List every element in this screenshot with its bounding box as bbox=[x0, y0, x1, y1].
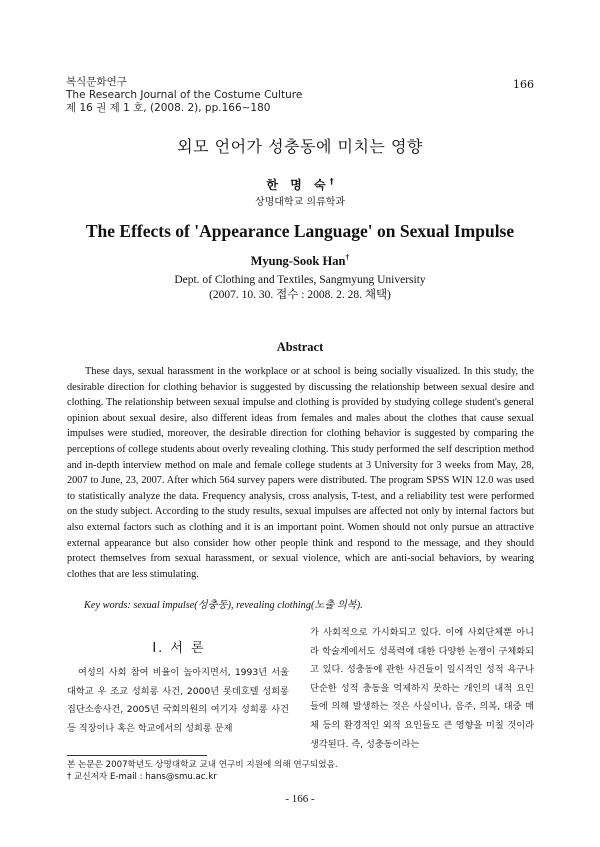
journal-header bbox=[66, 76, 302, 115]
abstract-text: These days, sexual harassment in the workplace or at school is being socially visualized. In this study, the desirable direction for clothing behavior is suggested by discussing the relationship between sexual desire and clothing. The relationship between sexual impulse and clothing is provided by studying college student's general opinion about sexual desire, also different ideas from females and males about the clothes that cause sexual impulses were studied, moreover, the desirable direction for clothing behavior is suggested by comparing the perceptions of college students about overly revealing clothing. This study performed the self description method and in-depth interview method on male and female college students at 3 University for 3 weeks from May, 28, 2007 to June, 23, 2007. After which 564 survey papers were distributed. The program SPSS WIN 12.0 was used to statistically analyze the data. Frequency analysis, cross analysis, T-test, and a reliability test were performed on the study subject. According to the study results, sexual impulses are affected not only by internal factors but also external factors such as clothing and it is an important point. Women should not only pursue an attractive external appearance but also consider how other people think and respond to the message, and they should protect themselves from sexual harassment, or sexual violence, which are anti-social behaviors, by wearing clothes that are less stimulating. bbox=[67, 366, 534, 580]
section-heading-introduction: Ⅰ. 서 론 bbox=[152, 641, 206, 656]
abstract-heading: Abstract bbox=[276, 340, 324, 354]
journal-volume: 제 16 권 제 1 호, (2008. 2), pp.166∼180 bbox=[66, 102, 271, 114]
page-number-bottom: - 166 - bbox=[285, 793, 315, 805]
footnote-correspondence: † 교신저자 E-mail : hans@smu.ac.kr bbox=[67, 772, 217, 782]
author-korean bbox=[0, 176, 600, 193]
author-korean-name: 한 명 숙 bbox=[266, 178, 330, 192]
affiliation-block bbox=[0, 273, 600, 303]
page-number-top: 166 bbox=[513, 78, 534, 91]
author-english bbox=[0, 253, 600, 269]
affiliation-english: Dept. of Clothing and Textiles, Sangmyung University bbox=[174, 274, 426, 286]
received-accepted-dates: (2007. 10. 30. 접수 : 2008. 2. 28. 채택) bbox=[209, 289, 391, 301]
footnote-divider bbox=[67, 755, 207, 756]
journal-title-en: The Research Journal of the Costume Culture bbox=[66, 89, 303, 101]
footnotes bbox=[67, 759, 338, 783]
title-english: The Effects of 'Appearance Language' on Sexual Impulse bbox=[85, 221, 515, 241]
body-text-left-column: 여성의 사회 참여 비율이 높아지면서, 1993년 서울대학교 우 조교 성희롱 사건, 2000년 롯데호텔 성희롱 집단소송사건, 2005년 국회의원의 여기자 성희롱 사건 등 직장이나 혹은 학교에서의 성희롱 문제 bbox=[67, 667, 289, 734]
title-korean: 외모 언어가 성충동에 미치는 영향 bbox=[177, 137, 423, 156]
journal-title-ko: 복식문화연구 bbox=[66, 76, 127, 88]
author-mark: † bbox=[329, 177, 334, 186]
author-english-name: Myung-Sook Han bbox=[250, 254, 346, 269]
affiliation-korean: 상명대학교 의류학과 bbox=[254, 197, 346, 208]
author-english-mark: † bbox=[345, 253, 350, 262]
keywords: Key words: sexual impulse(성충동), revealing clothing(노출 의복). bbox=[84, 600, 363, 611]
footnote-funding: 본 논문은 2007학년도 상명대학교 교내 연구비 지원에 의해 연구되었음. bbox=[67, 760, 338, 770]
body-text-right-column: 가 사회적으로 가시화되고 있다. 이에 사회단체뿐 아니라 학술계에서도 성폭력에 대한 다양한 논쟁이 구체화되고 있다. 성충동에 관한 사건들이 일시적인 성적 욕구나 단순한 성적 충동을 억제하지 못하는 개인의 내적 요인들에 의해 발생하는 것은 사실이나, 음주, 의복, 대중 매체 등의 환경적인 외적 요인들도 큰 영향을 미칠 것이라 생각된다. 즉, 성충동이라는 bbox=[310, 627, 534, 750]
